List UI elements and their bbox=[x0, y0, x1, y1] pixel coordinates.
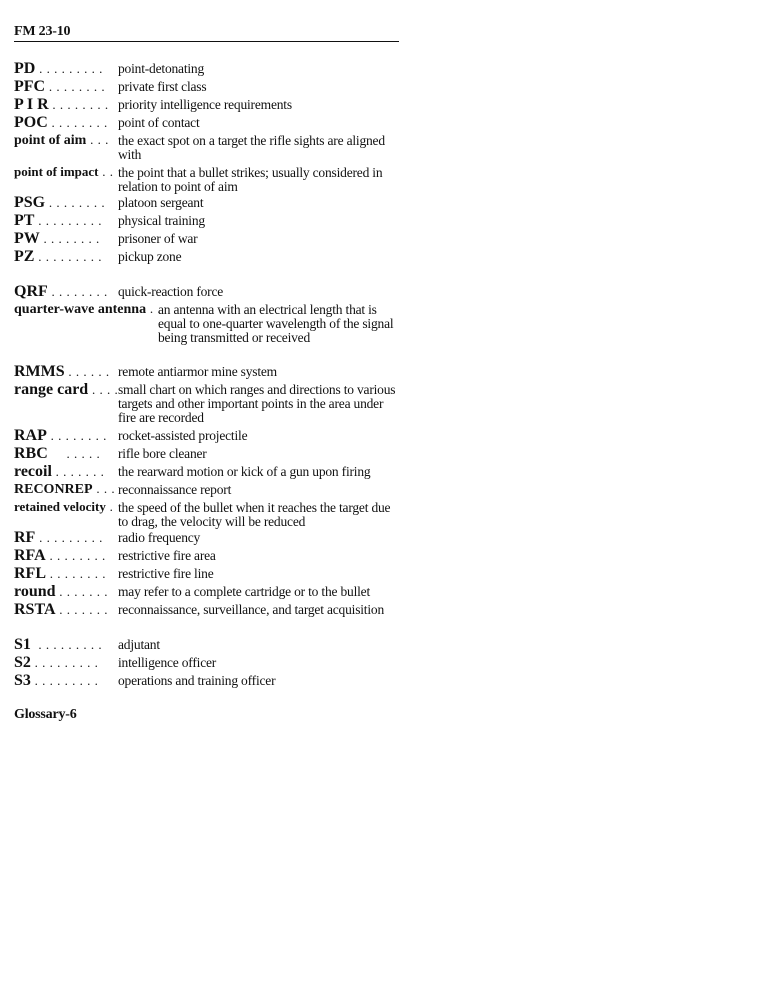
glossary-term: RFA . . . . . . . . bbox=[14, 547, 106, 564]
glossary-definition: may refer to a complete cartridge or to the bullet bbox=[118, 584, 371, 599]
glossary-definition: operations and training officer bbox=[118, 673, 276, 688]
glossary-definition: rocket-assisted projectile bbox=[118, 428, 248, 443]
glossary-term: retained velocity . bbox=[14, 499, 114, 514]
glossary-definition: private first class bbox=[118, 79, 207, 94]
glossary-term: RMMS . . . . . . bbox=[14, 363, 110, 380]
glossary-definition: reconnaissance report bbox=[118, 482, 232, 497]
page-footer: Glossary-6 bbox=[14, 707, 77, 722]
glossary-term: RAP . . . . . . . . bbox=[14, 427, 107, 444]
glossary-term: PZ . . . . . . . . . bbox=[14, 248, 102, 265]
glossary-term: PW . . . . . . . . bbox=[14, 230, 100, 247]
glossary-term: PT . . . . . . . . . bbox=[14, 212, 102, 229]
glossary-definition: small chart on which ranges and directions to various targets and other important points in the area under fire are recorded bbox=[118, 382, 396, 425]
glossary-term: range card . . . . bbox=[14, 381, 119, 398]
running-header: FM 23-10 bbox=[14, 24, 399, 42]
glossary-definition: priority intelligence requirements bbox=[118, 97, 292, 112]
glossary-term: round . . . . . . . bbox=[14, 583, 109, 600]
glossary-definition: the rearward motion or kick of a gun upon firing bbox=[118, 464, 371, 479]
glossary-definition: an antenna with an electrical length that is equal to one-quarter wavelength of the signal being transmitted or received bbox=[158, 302, 394, 345]
glossary-definition: rifle bore cleaner bbox=[118, 446, 207, 461]
glossary-term: S2 . . . . . . . . . bbox=[14, 654, 99, 671]
glossary-term: POC . . . . . . . . bbox=[14, 114, 108, 131]
glossary-term: recoil . . . . . . . bbox=[14, 463, 105, 480]
glossary-term: RSTA . . . . . . . bbox=[14, 601, 108, 618]
glossary-term: P I R . . . . . . . . bbox=[14, 96, 109, 113]
glossary-definition: reconnaissance, surveillance, and target acquisition bbox=[118, 602, 384, 617]
glossary-term: RBC . . . . . bbox=[14, 445, 101, 462]
glossary-definition: prisoner of war bbox=[118, 231, 198, 246]
glossary-term: RFL . . . . . . . . bbox=[14, 565, 106, 582]
glossary-definition: quick-reaction force bbox=[118, 284, 224, 299]
glossary-definition: point-detonating bbox=[118, 61, 205, 76]
glossary-definition: physical training bbox=[118, 213, 205, 228]
glossary-term: point of aim . . . bbox=[14, 132, 109, 148]
glossary-definition: point of contact bbox=[118, 115, 200, 130]
glossary-term: PSG . . . . . . . . bbox=[14, 194, 106, 211]
glossary-term: PD . . . . . . . . . bbox=[14, 60, 103, 77]
glossary-definition: the speed of the bullet when it reaches the target due to drag, the velocity will be reduced bbox=[118, 500, 391, 529]
glossary-definition: remote antiarmor mine system bbox=[118, 364, 277, 379]
glossary-term: point of impact . . bbox=[14, 164, 114, 179]
glossary-definition: pickup zone bbox=[118, 249, 182, 264]
glossary-definition: restrictive fire area bbox=[118, 548, 216, 563]
glossary-definition: the point that a bullet strikes; usually considered in relation to point of aim bbox=[118, 165, 383, 194]
glossary-definition: platoon sergeant bbox=[118, 195, 204, 210]
glossary-definition: restrictive fire line bbox=[118, 566, 214, 581]
glossary-definition: the exact spot on a target the rifle sights are aligned with bbox=[118, 133, 385, 162]
glossary-definition: adjutant bbox=[118, 637, 160, 652]
glossary-term: S1 . . . . . . . . . bbox=[14, 636, 103, 653]
glossary-term: S3 . . . . . . . . . bbox=[14, 672, 99, 689]
glossary-term: PFC . . . . . . . . bbox=[14, 78, 106, 95]
glossary-term: QRF . . . . . . . . bbox=[14, 283, 108, 300]
glossary-term: RF . . . . . . . . . bbox=[14, 529, 103, 546]
glossary-definition: intelligence officer bbox=[118, 655, 217, 670]
glossary-term: RECONREP . . . bbox=[14, 481, 116, 497]
glossary-definition: radio frequency bbox=[118, 530, 201, 545]
glossary-term: quarter-wave antenna . . bbox=[14, 301, 162, 317]
